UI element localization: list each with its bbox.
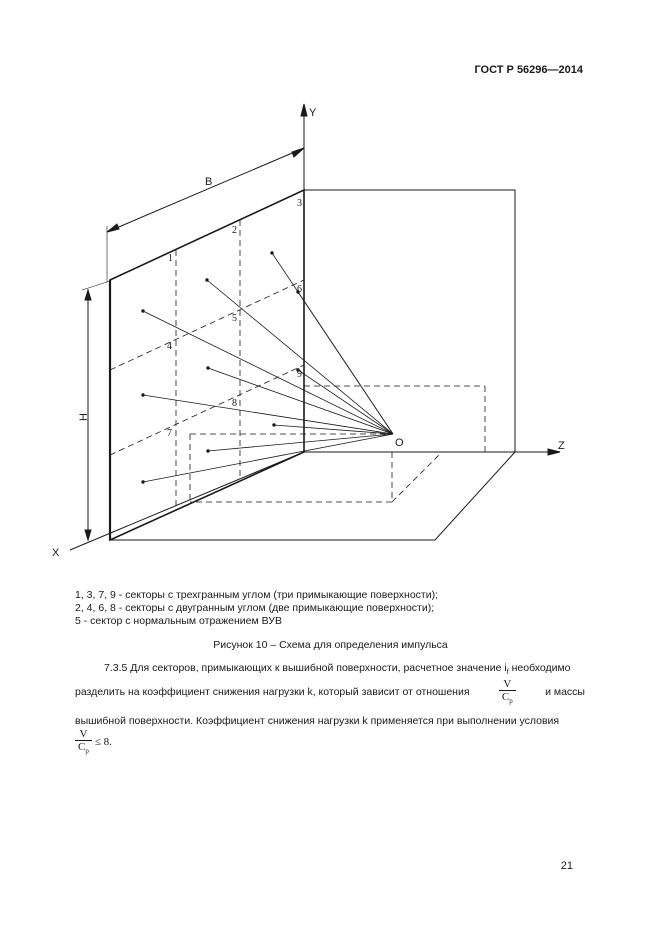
sector-point bbox=[142, 394, 145, 397]
b-dim-arrow-left bbox=[107, 224, 119, 232]
z-axis-label: Z bbox=[558, 440, 565, 452]
legend-line: 1, 3, 7, 9 - секторы с трехгранным углом (три примыкающие поверхности); bbox=[75, 589, 439, 601]
legend-line: 5 - сектор с нормальным отражением ВУВ bbox=[75, 615, 282, 627]
page-number: 21 bbox=[560, 860, 573, 872]
document-header: ГОСТ Р 56296—2014 bbox=[474, 64, 583, 76]
y-axis-label: Y bbox=[309, 107, 317, 119]
h-dimension-label: H bbox=[78, 413, 90, 421]
sector-point bbox=[207, 367, 210, 370]
ray-to-sector-point bbox=[274, 425, 393, 434]
h-extension-top bbox=[82, 281, 110, 290]
origin-label: O bbox=[395, 437, 404, 449]
ray-to-sector-point bbox=[143, 434, 393, 482]
divider-upper bbox=[110, 280, 304, 370]
ray-to-sector-point bbox=[298, 292, 393, 434]
condition-formula: $\frac{V}{C_p}$ ≤ 8. bbox=[75, 728, 112, 755]
paragraph-line-1: 7.3.5 Для секторов, примыкающих к вышибной поверхности, расчетное значение $i_f$ необходимо bbox=[104, 662, 571, 677]
y-axis-arrow bbox=[301, 104, 307, 116]
h-dim-arrow-top bbox=[85, 290, 91, 300]
floor-plane bbox=[110, 452, 515, 540]
ray-to-sector-point bbox=[143, 395, 393, 434]
x-axis-label: X bbox=[52, 547, 60, 559]
paragraph-line-2: разделить на коэффициент снижения нагрузки k, который зависит от отношения $\frac{V}{C_p}$ и массы bbox=[75, 678, 585, 706]
sector-point bbox=[206, 279, 209, 282]
sector-label-2: 2 bbox=[232, 225, 237, 236]
back-wall bbox=[304, 190, 515, 452]
condition-fraction: $\frac{V}{C_p}$ bbox=[75, 728, 92, 755]
sector-label-5: 5 bbox=[232, 313, 237, 324]
paragraph-line-3: вышибной поверхности. Коэффициент снижения нагрузки k применяется при выполнении условия bbox=[75, 715, 560, 727]
sector-label-3: 3 bbox=[297, 198, 302, 209]
ray-to-sector-point bbox=[143, 311, 393, 434]
ray-to-sector-point bbox=[207, 280, 393, 434]
divider-lower bbox=[110, 365, 304, 455]
floor-diagonal bbox=[392, 452, 442, 502]
x-axis bbox=[70, 452, 304, 550]
h-dim-arrow-bottom bbox=[85, 530, 91, 540]
sector-point bbox=[142, 481, 145, 484]
figure-legend bbox=[75, 589, 438, 628]
ray-to-sector-point bbox=[298, 370, 393, 434]
sector-label-1: 1 bbox=[168, 253, 173, 264]
figure-caption: Рисунок 10 – Схема для определения импульса bbox=[213, 639, 448, 651]
sector-point bbox=[271, 252, 274, 255]
b-dimension-label: B bbox=[205, 176, 213, 188]
sector-point bbox=[142, 310, 145, 313]
sector-point bbox=[273, 424, 276, 427]
wall-face bbox=[110, 190, 304, 540]
b-dim-arrow-right bbox=[292, 148, 304, 157]
sector-label-4: 4 bbox=[167, 341, 172, 352]
sector-label-6: 6 bbox=[297, 284, 302, 295]
ray-to-sector-point bbox=[208, 434, 393, 451]
sector-label-8: 8 bbox=[232, 398, 237, 409]
legend-line: 2, 4, 6, 8 - секторы с двугранным углом (две примыкающие поверхности); bbox=[75, 602, 435, 614]
sector-point bbox=[207, 450, 210, 453]
b-dimension-line bbox=[107, 148, 304, 232]
sector-label-9: 9 bbox=[297, 369, 302, 380]
ratio-fraction: $\frac{V}{C_p}$ bbox=[499, 678, 516, 705]
sector-label-7: 7 bbox=[167, 428, 172, 439]
